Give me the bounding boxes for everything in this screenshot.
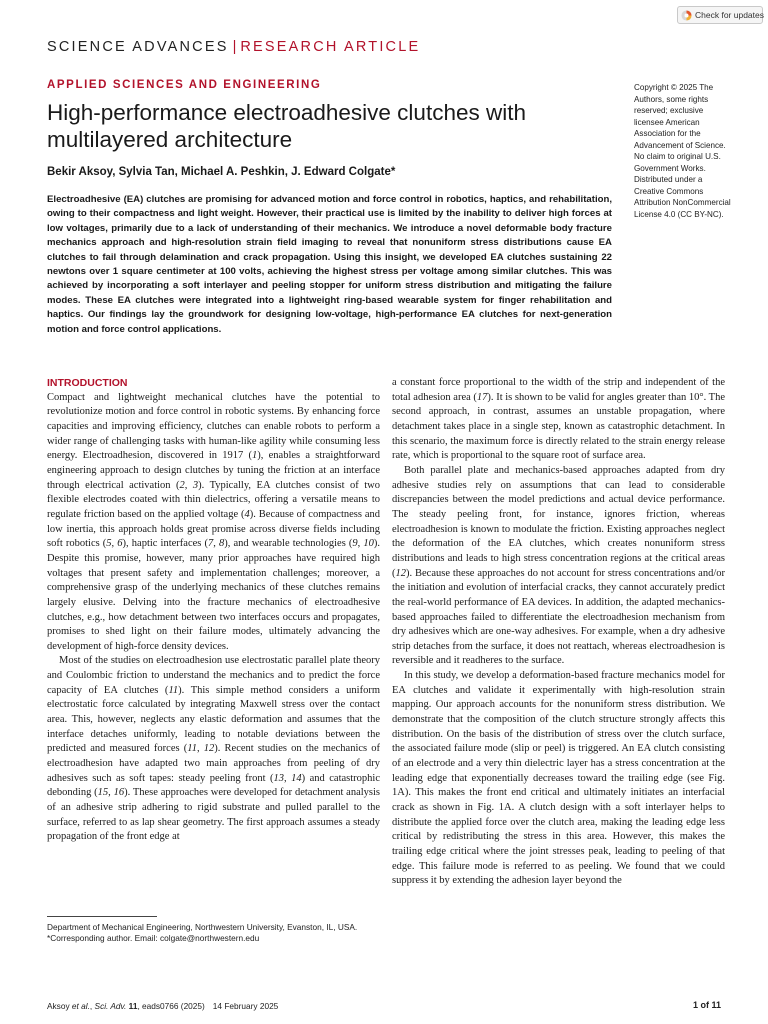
- body-text-run: ). This simple method considers a uniform electrostatic force calculated by integrating Maxwell stress over the contact area. This, however, neglects any elastic deformation and assumes that the interface detaches uniformly, leading to notable deviations between the predicted and measured forces (: [47, 684, 380, 755]
- citation-reference: 3: [192, 479, 199, 491]
- citation-reference: 6: [117, 538, 123, 550]
- page-number: 1 of 11: [692, 1000, 721, 1010]
- check-for-updates-button[interactable]: [677, 6, 763, 24]
- body-text-run: ,: [357, 538, 364, 550]
- abstract: Electroadhesive (EA) clutches are promising for advanced motion and force control in robotics, haptics, and rehabilitation, owing to their compactness and light weight. However, their practical use is limited by the inability to deliver high forces at low voltages, primarily due to a lack of understanding of their mechanics. We introduce a novel deformable body fracture mechanics approach and high-resolution strain field imaging to reveal that nonuniform stress distributions cause EA clutches to fail through delamination and crack propagation. Using this insight, we developed EA clutches sustaining 22 newtons over 1 square centimeter at 100 volts, achieving the highest stress per voltage among similar clutches. This was achieved by incorporating a soft interlayer and peeling stopper for uniform stress distribution and mitigating the failure modes. These EA clutches were integrated into a lightweight ring-based wearable system for finger rehabilitation and haptics. Our findings lay the groundwork for designing low-voltage, high-performance EA clutches for next-generation motion and force control applications.: [47, 194, 612, 335]
- citation-reference: 12: [203, 743, 215, 755]
- body-paragraph: [47, 391, 380, 655]
- citation-reference: 11: [187, 743, 197, 755]
- footer-sep: ,: [89, 1001, 95, 1011]
- check-for-updates-label: Check for updates: [695, 10, 764, 20]
- citation-reference: 17: [476, 391, 488, 403]
- article-title: High-performance electroadhesive clutches with multilayered architecture: [47, 100, 526, 152]
- body-text-run: ), enables a straightforward engineering approach to design clutches by tuning the friction at an interface through electrical activation (: [47, 450, 381, 491]
- body-text-run: Both parallel plate and mechanics-based approaches adapted from dry adhesive studies rely on assumptions that can lead to considerable discrepancies between the model predictions and actual device performance. The steady peeling front, for instance, ignores friction, whereas electroadhesion is known to modulate the friction. Existing approaches neglect the deformation of the EA clutches, which creates nonuniform stress distributions and leads to high stress concentration regions at the critical areas (: [392, 464, 725, 579]
- citation-reference: 12: [395, 567, 406, 579]
- citation-reference: 8: [218, 538, 225, 550]
- citation-reference: 16: [113, 787, 125, 799]
- corresponding-author-footnote: *Corresponding author. Email: colgate@northwestern.edu: [47, 933, 260, 943]
- citation-reference: 5: [106, 538, 112, 550]
- citation-reference: 9: [352, 538, 358, 550]
- body-text-run: ). Typically, EA clutches consist of two flexible electrodes coated with thin dielectrics, offering a versatile means to regulate friction based on the applied voltage (: [47, 479, 380, 520]
- journal-name: SCIENCE ADVANCES: [47, 39, 229, 55]
- citation-reference: 13: [273, 772, 285, 784]
- footnote-rule: [47, 916, 157, 917]
- author-list: Bekir Aksoy, Sylvia Tan, Michael A. Peshkin, J. Edward Colgate*: [47, 166, 396, 178]
- check-for-updates-icon: [681, 10, 692, 21]
- footer-article-id: , eads0766 (2025): [137, 1001, 205, 1011]
- body-text-run: ,: [284, 772, 292, 784]
- footer-volume: 11: [126, 1001, 138, 1011]
- body-column-right: [392, 376, 725, 889]
- footnotes: [47, 922, 380, 944]
- section-label: APPLIED SCIENCES AND ENGINEERING: [47, 79, 322, 91]
- body-text-run: ) and catastrophic debonding (: [47, 772, 380, 799]
- citation-reference: 10: [363, 538, 374, 550]
- body-text-run: ). Because of compactness and low inertia, this approach holds great promise across diverse fields including soft robotics (: [47, 508, 380, 550]
- citation-reference: 14: [291, 772, 302, 784]
- body-text-run: ,: [111, 538, 118, 550]
- body-text-run: ), haptic interfaces (: [122, 538, 208, 550]
- header-separator: |: [232, 39, 237, 55]
- copyright-notice: Copyright © 2025 The Authors, some rights reserved; exclusive licensee American Association for the Advancement of Science. No claim to original U.S. Government Works. Distributed under a Creative Commons Attribution NonCommercial License 4.0 (CC BY-NC).: [634, 83, 731, 219]
- footer-citation: [47, 1001, 278, 1011]
- body-text-run: ,: [213, 538, 219, 550]
- body-text-run: a constant force proportional to the width of the strip and independent of the total adhesion area (: [392, 377, 725, 403]
- citation-reference: 4: [244, 508, 250, 520]
- body-text-run: In this study, we develop a deformation-based fracture mechanics model for EA clutches and validate it experimentally with high-resolution strain mapping. Our approach accounts for the nonuniform stress distribution. We demonstrate that the composition of the clutch structure strongly affects this distribution. On the basis of the distribution of stress over the clutch surface, the associated failure mode (slip or peel) is triggered. An EA clutch consisting of an electrode and a very thin dielectric layer has a stress concentration at the leading edge that exponentially decreases toward the trailing edge (see Fig. 1A). This makes the front end critical and ultimately initiates an interfacial crack as shown in Fig. 1A. A clutch design with a soft interlayer helps to distribute the applied force over the clutch area, making the leading edge less critical by redistributing the stress in this area. However, this makes the trailing edge critical where the joint stresses peak, leading to peeling of that edge. This failure mode is referred to as peeling. We found that we could suppress it by extending the adhesion layer beyond the: [392, 670, 725, 887]
- footer-authors: Aksoy: [47, 1001, 72, 1011]
- citation-reference: 11: [168, 684, 179, 696]
- body-text-run: ,: [184, 479, 193, 491]
- body-text-run: Most of the studies on electroadhesion use electrostatic parallel plate theory and Coulombic friction to understand the mechanics and to predict the force capacity of EA clutches (: [47, 655, 380, 696]
- body-column-left: [47, 376, 380, 845]
- footer-journal: Sci. Adv.: [94, 1001, 127, 1011]
- body-text-run: ), and wearable technologies (: [224, 538, 353, 550]
- body-text-run: ). It is shown to be valid for angles greater than 10°. The second approach, in contrast, assumes an unstable propagation, where detachment takes place in a single step, known as catastrophic detachment. In this scenario, the maximum force is directly related to the strain energy release rate, which is proportional to the square root of surface area.: [392, 391, 725, 462]
- journal-header: [47, 39, 420, 55]
- footer-etal: et al.: [71, 1001, 90, 1011]
- citation-reference: 15: [97, 787, 109, 799]
- body-paragraph: [392, 669, 725, 889]
- body-text-run: Compact and lightweight mechanical clutches have the potential to revolutionize motion and force control in robotic systems. By enhancing force capacities and improving efficiency, clutches can enable robots to perform a wider range of challenging tasks with human-like agility while consuming less energy. Electroadhesion, discovered in 1917 (: [47, 391, 380, 462]
- article-type: RESEARCH ARTICLE: [240, 39, 421, 55]
- body-paragraph: [392, 376, 725, 464]
- citation-reference: 2: [179, 479, 185, 491]
- body-text-run: ,: [196, 743, 204, 755]
- body-text-run: ). Recent studies on the mechanics of electroadhesion have adapted two main approaches from peeling of dry adhesives such as soft tapes: steady peeling front (: [47, 743, 381, 784]
- introduction-heading: INTRODUCTION: [47, 377, 128, 389]
- footer-date: 14 February 2025: [212, 1001, 279, 1011]
- body-text-run: ). These approaches were developed for detachment analysis of an adhesive strip adhering to rigid substrate and pulled parallel to the surface, referred to as lap shear geometry. The first approach assumes a steady propagation of the front edge at: [47, 787, 380, 843]
- body-paragraph: [47, 654, 380, 845]
- body-text-run: ). Because these approaches do not account for stress concentrations and/or the initiation and evolution of interfacial cracks, they cannot accurately predict the real-world performance of EA devices. In addition, the adapted mechanics-based approaches failed to differentiate the electroadhesion mechanism from dry adhesives which are one-way adhesives. For example, when a dry adhesive strip detaches from the surface, it does not reattach, whereas electroadhesion is reversible and it readheres to the surface.: [392, 567, 725, 667]
- affiliation-footnote: Department of Mechanical Engineering, Northwestern University, Evanston, IL, USA.: [47, 922, 358, 932]
- body-text-run: ,: [108, 787, 114, 799]
- citation-reference: 1: [252, 450, 258, 462]
- citation-reference: 7: [207, 538, 214, 550]
- body-paragraph: [392, 464, 725, 669]
- body-text-run: ). Despite this promise, however, many prior approaches have required high voltages that present safety and implementation challenges; moreover, a comprehensive grasp of the underlying mechanics of these clutches remains largely elusive. Delving into the fracture mechanics of electroadhesive clutches, e.g., how detachment between two interfaces occurs and propagates, promises to shed light on their failure modes, ultimately advancing the development of high-force density devices.: [47, 538, 381, 652]
